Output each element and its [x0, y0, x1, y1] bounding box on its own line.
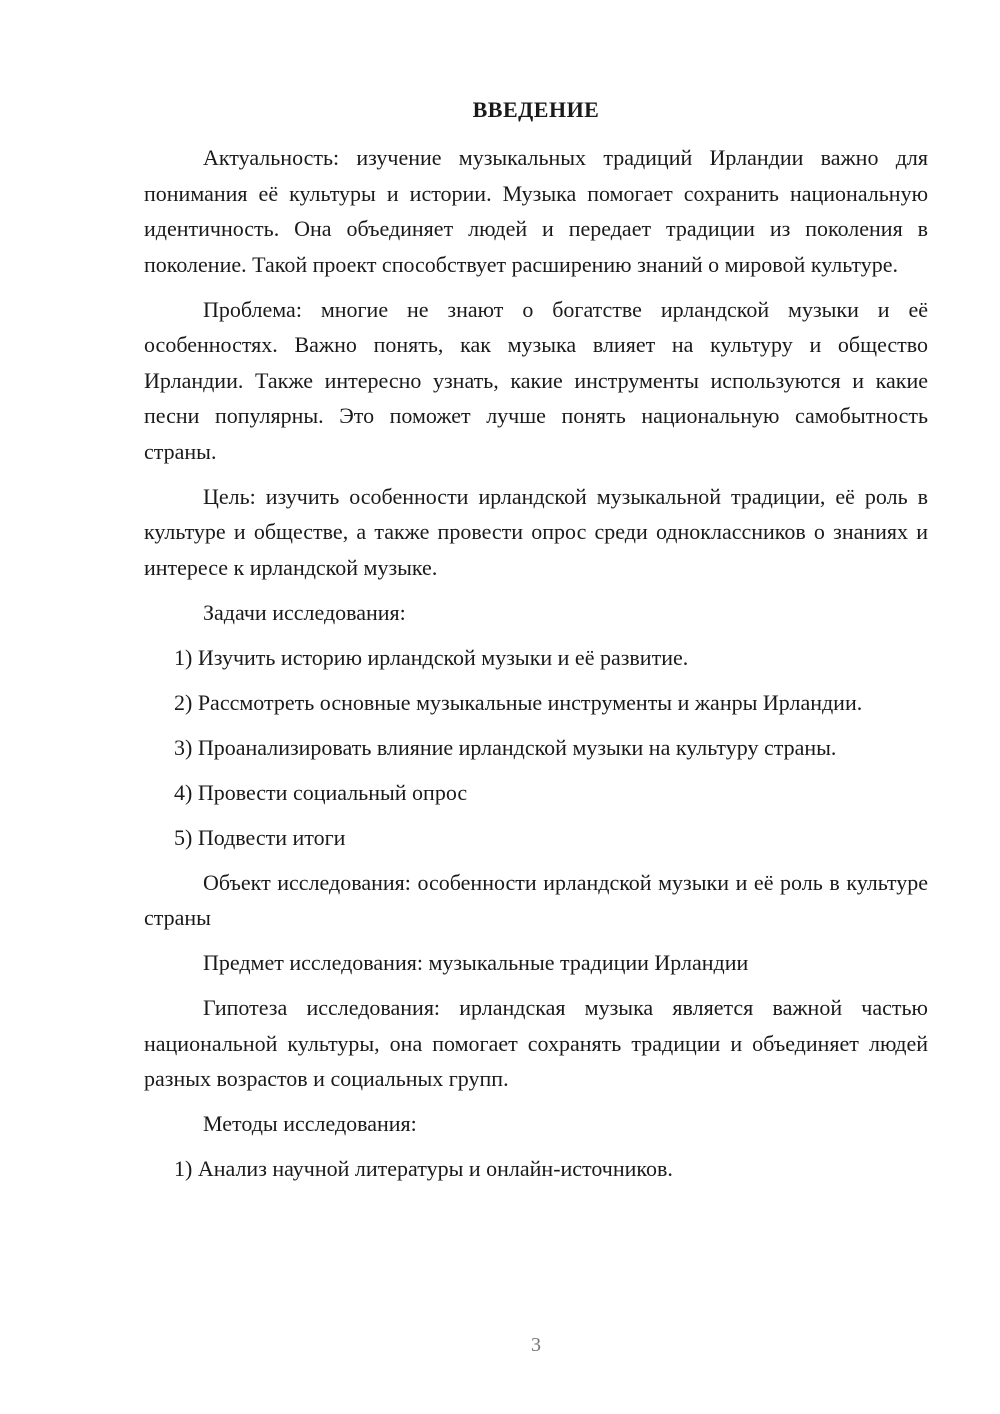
methods-heading: Методы исследования: — [203, 1111, 417, 1136]
task-item-2: 2) Рассмотреть основные музыкальные инструменты и жанры Ирландии. — [174, 689, 863, 715]
goal-paragraph: Цель: изучить особенности ирландской музыкальной традиции, её роль в культуре и обществе, а также провести опрос среди одноклассников о знаниях и интересе к ирландской музыке. — [144, 483, 928, 580]
task-item-1: 1) Изучить историю ирландской музыки и её развитие. — [174, 644, 689, 670]
method-item-1: 1) Анализ научной литературы и онлайн-источников. — [174, 1156, 673, 1181]
task-item-4: 4) Провести социальный опрос — [174, 779, 468, 805]
hypothesis-paragraph: Гипотеза исследования: ирландская музыка является важной частью национальной культуры, она помогает сохранять традиции и объединяет людей разных возрастов и социальных групп. — [144, 995, 928, 1091]
object-paragraph: Объект исследования: особенности ирландской музыки и её роль в культуре страны — [144, 869, 928, 930]
task-item-5: 5) Подвести итоги — [174, 824, 346, 850]
task-item-3: 3) Проанализировать влияние ирландской музыки на культуру страны. — [174, 734, 837, 760]
relevance-paragraph: Актуальность: изучение музыкальных традиций Ирландии важно для понимания её культуры и истории. Музыка помогает сохранить национальную идентичность. Она объединяет людей и передает традиции из поколения в поколение. Такой проект способствует расширению знаний о мировой культуре. — [144, 145, 928, 277]
subject-paragraph: Предмет исследования: музыкальные традиции Ирландии — [203, 950, 749, 975]
tasks-heading: Задачи исследования: — [203, 599, 406, 625]
page-number: 3 — [531, 1334, 541, 1356]
page-title: ВВЕДЕНИЕ — [472, 97, 600, 122]
problem-paragraph: Проблема: многие не знают о богатстве ирландской музыки и её особенностях. Важно понять, как музыка влияет на культуру и общество Ирландии. Также интересно узнать, какие инструменты используются и какие песни популярны. Это поможет лучше понять национальную самобытность страны. — [144, 296, 928, 464]
document-page — [144, 94, 928, 1196]
